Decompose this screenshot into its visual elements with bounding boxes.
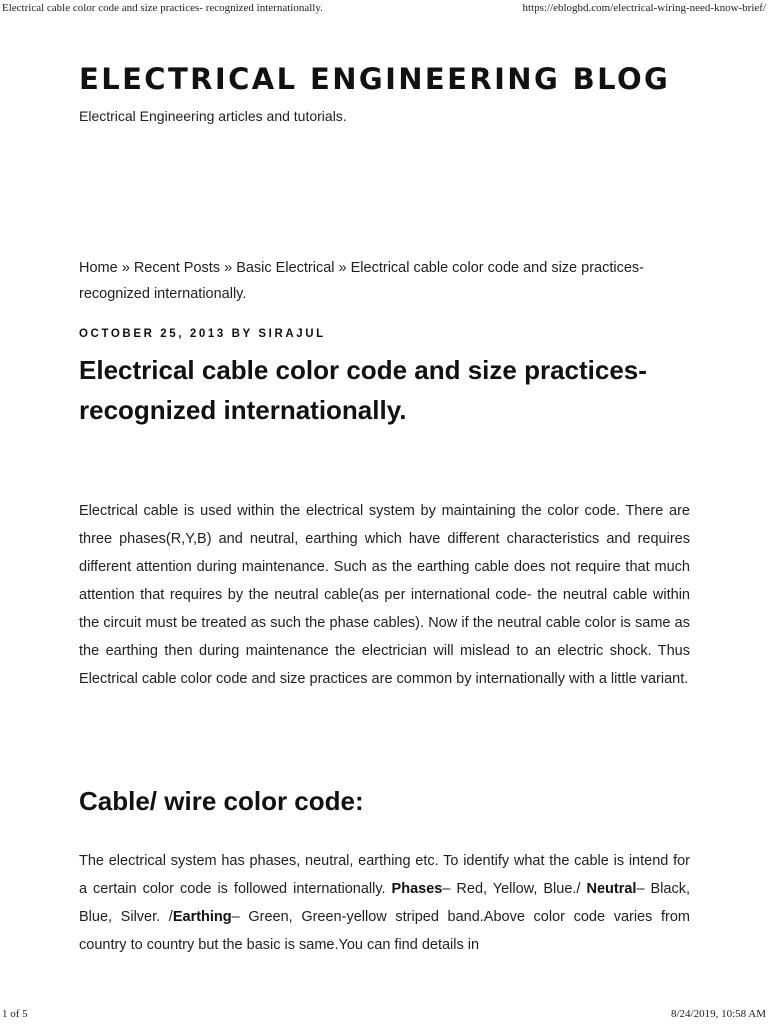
print-page-title: Electrical cable color code and size practices- recognized internationally. bbox=[2, 2, 323, 14]
color-code-paragraph bbox=[79, 847, 690, 959]
print-page-count: 1 of 5 bbox=[2, 1008, 28, 1020]
breadcrumb-basic-electrical[interactable]: Basic Electrical bbox=[236, 260, 335, 276]
paragraph-intro-text: The electrical system has phases, neutral, earthing etc. To identify what the cable is intend for a certain color code is followed internationally. bbox=[79, 853, 690, 897]
site-title[interactable]: ELECTRICAL ENGINEERING BLOG bbox=[79, 62, 671, 96]
neutral-text: – Black, Blue, Silver. / bbox=[79, 881, 690, 925]
intro-paragraph: Electrical cable is used within the electrical system by maintaining the color code. There are three phases(R,Y,B) and neutral, earthing which have different characteristics and requires different attention during maintenance. Such as the earthing cable does not require that much attention that requires by the neutral cable(as per international code- the neutral cable within the circuit must be treated as such the phase cables). Now if the neutral cable color is same as the earthing then during maintenance the electrician will mislead to an electric shock. Thus Electrical cable color code and size practices are common by internationally with a little variant. bbox=[79, 503, 690, 687]
post-title: Electrical cable color code and size practices- recognized internationally. bbox=[79, 355, 647, 425]
print-footer bbox=[0, 1008, 768, 1022]
phases-text: – Red, Yellow, Blue./ bbox=[442, 881, 587, 897]
earthing-text: – Green, Green-yellow striped band.Above color code varies from country to country but the basic is same.You can find details in bbox=[79, 909, 691, 953]
breadcrumb-separator: » bbox=[334, 260, 351, 276]
breadcrumb-recent-posts[interactable]: Recent Posts bbox=[133, 260, 221, 276]
earthing-label: Earthing bbox=[172, 909, 232, 925]
site-description: Electrical Engineering articles and tutorials. bbox=[79, 108, 347, 124]
phases-label: Phases bbox=[391, 881, 443, 897]
neutral-label: Neutral bbox=[586, 881, 637, 897]
entry-meta: OCTOBER 25, 2013 BY SIRAJUL bbox=[79, 328, 326, 340]
print-url: https://eblogbd.com/electrical-wiring-need-know-brief/ bbox=[522, 2, 766, 14]
breadcrumb bbox=[79, 255, 690, 307]
print-header bbox=[0, 2, 768, 16]
section-heading: Cable/ wire color code: bbox=[79, 786, 364, 816]
breadcrumb-home[interactable]: Home bbox=[79, 260, 118, 276]
print-datetime: 8/24/2019, 10:58 AM bbox=[670, 1008, 766, 1020]
breadcrumb-separator: » bbox=[220, 260, 237, 276]
breadcrumb-separator: » bbox=[117, 260, 134, 276]
breadcrumb-current: Electrical cable color code and size practices- recognized internationally. bbox=[79, 260, 644, 302]
